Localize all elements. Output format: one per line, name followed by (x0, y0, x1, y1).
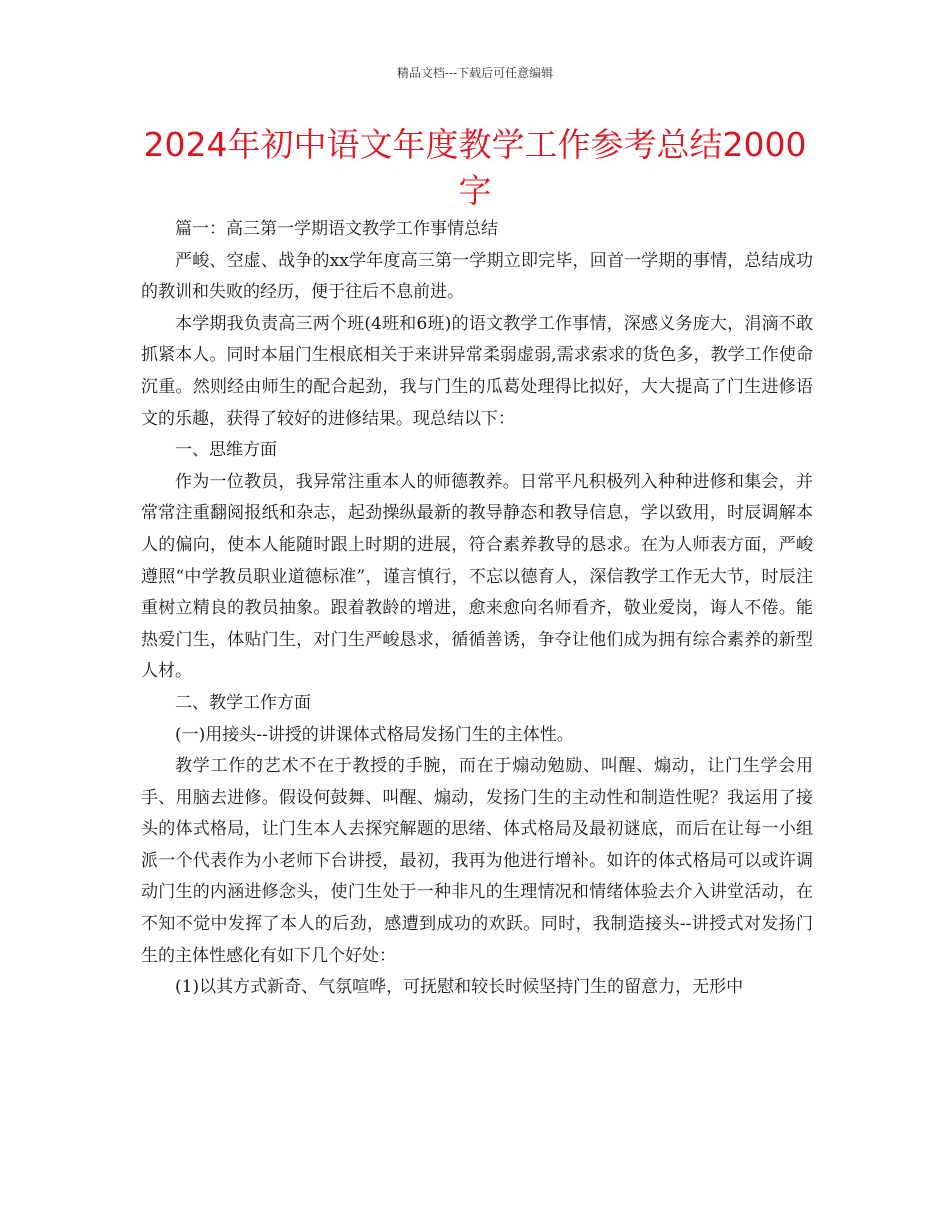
paragraph: 作为一位教员，我异常注重本人的师德教养。日常平凡积极列入种种进修和集会，并常常注重翻阅报纸和杂志，起劲操纵最新的教导静态和教导信息，学以致用，时辰调解本人的偏向，使本人能随时跟上时期的进展，符合素养教导的恳求。在为人师表方面，严峻遵照“中学教员职业道德标准”，谨言慎行，不忘以德育人，深信教学工作无大节，时辰注重树立精良的教员抽象。跟着教龄的增进，愈来愈向名师看齐，敬业爱岗，诲人不倦。能热爱门生，体贴门生，对门生严峻恳求，循循善诱，争夺让他们成为拥有综合素养的新型人材。 (141, 471, 813, 682)
paragraph-heading-thought: 一、思维方面 (175, 440, 277, 461)
paragraph: (1)以其方式新奇、气氛喧哗，可抚慰和较长时候坚持门生的留意力，无形中 (175, 977, 744, 998)
paragraph-heading-teaching: 二、教学工作方面 (175, 692, 311, 713)
paragraph-section-heading: 篇一：高三第一学期语文教学工作事情总结 (175, 219, 498, 239)
paragraph: 严峻、空虚、战争的xx学年度高三第一学期立即完毕，回首一学期的事情，总结成功的教训和失败的经历，便于往后不息前进。 (141, 250, 813, 303)
document-title: 2024年初中语文年度教学工作参考总结2000字 (143, 125, 807, 210)
page-header: 精品文档---下载后可任意编辑 (396, 66, 554, 80)
document-body (141, 214, 813, 1004)
paragraph-subheading: (一)用接头--讲授的讲课体式格局发扬门生的主体性。 (175, 724, 574, 745)
paragraph: 本学期我负责高三两个班(4班和6班)的语文教学工作事情，深感义务庞大，涓滴不敢抓紧本人。同时本届门生根底相关于来讲异常柔弱虚弱,需求索求的货色多，教学工作使命沉重。然则经由师生的配合起劲，我与门生的瓜葛处理得比拟好，大大提高了门生进修语文的乐趣，获得了较好的进修结果。现总结以下： (141, 313, 813, 429)
paragraph: 教学工作的艺术不在于教授的手腕，而在于煽动勉励、叫醒、煽动，让门生学会用手、用脑去进修。假设何鼓舞、叫醒、煽动，发扬门生的主动性和制造性呢？我运用了接头的体式格局，让门生本人去探究解题的思绪、体式格局及最初谜底，而后在让每一小组派一个代表作为小老师下台讲授，最初，我再为他进行增补。如许的体式格局可以或许调动门生的内涵进修念头，使门生处于一种非凡的生理情况和情绪体验去介入讲堂活动，在不知不觉中发挥了本人的后劲，感遭到成功的欢跃。同时，我制造接头--讲授式对发扬门生的主体性感化有如下几个好处： (141, 756, 813, 966)
